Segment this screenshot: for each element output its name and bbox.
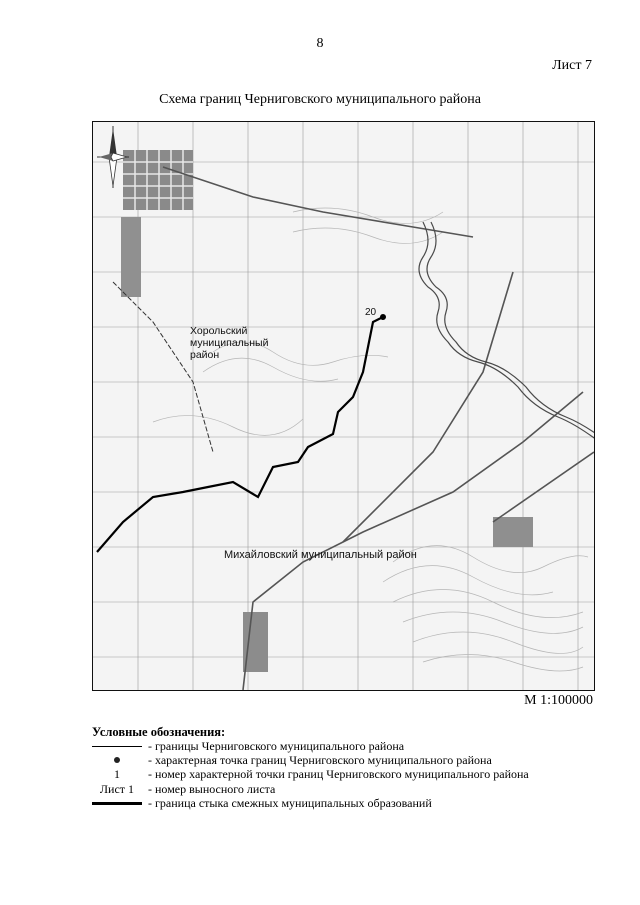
legend-item [92, 753, 612, 768]
boundary-point-label: 20 [365, 307, 377, 318]
legend-symbol-thick-line [92, 796, 142, 811]
legend-text: - номер выносного листа [148, 782, 276, 796]
map-roads [163, 167, 594, 690]
district-label-mikhailovsky: Михайловский муниципальный район [224, 549, 417, 561]
boundary-point-dot [380, 314, 386, 320]
legend-item [92, 782, 612, 797]
legend-text: - характерная точка границ Черниговского муниципального района [148, 753, 492, 767]
legend-text: - границы Черниговского муниципального района [148, 739, 405, 753]
legend-symbol-dot [92, 753, 142, 768]
legend-item [92, 739, 612, 754]
map-scale: М 1:100000 [524, 693, 593, 708]
legend-symbol-number: 1 [114, 767, 120, 781]
legend-symbol-sheet: Лист 1 [99, 782, 135, 796]
boundary-map [92, 121, 595, 691]
legend-item [92, 796, 612, 811]
legend-symbol-line [92, 739, 142, 754]
legend-text: - номер характерной точки границ Черниговского муниципального района [148, 767, 529, 781]
page-number: 8 [316, 36, 324, 51]
legend-text: - граница стыка смежных муниципальных образований [148, 796, 432, 810]
district-label-khorolsky: Хорольский муниципальный район [190, 325, 269, 361]
railway [113, 282, 213, 452]
map-drawing [93, 122, 594, 690]
sheet-label: Лист 7 [552, 58, 592, 73]
river [419, 222, 594, 457]
compass-rose-icon [93, 122, 133, 192]
legend-title: Условные обозначения: [92, 725, 226, 739]
page-title: Схема границ Черниговского муниципального района [159, 92, 481, 107]
legend-item [92, 767, 612, 782]
